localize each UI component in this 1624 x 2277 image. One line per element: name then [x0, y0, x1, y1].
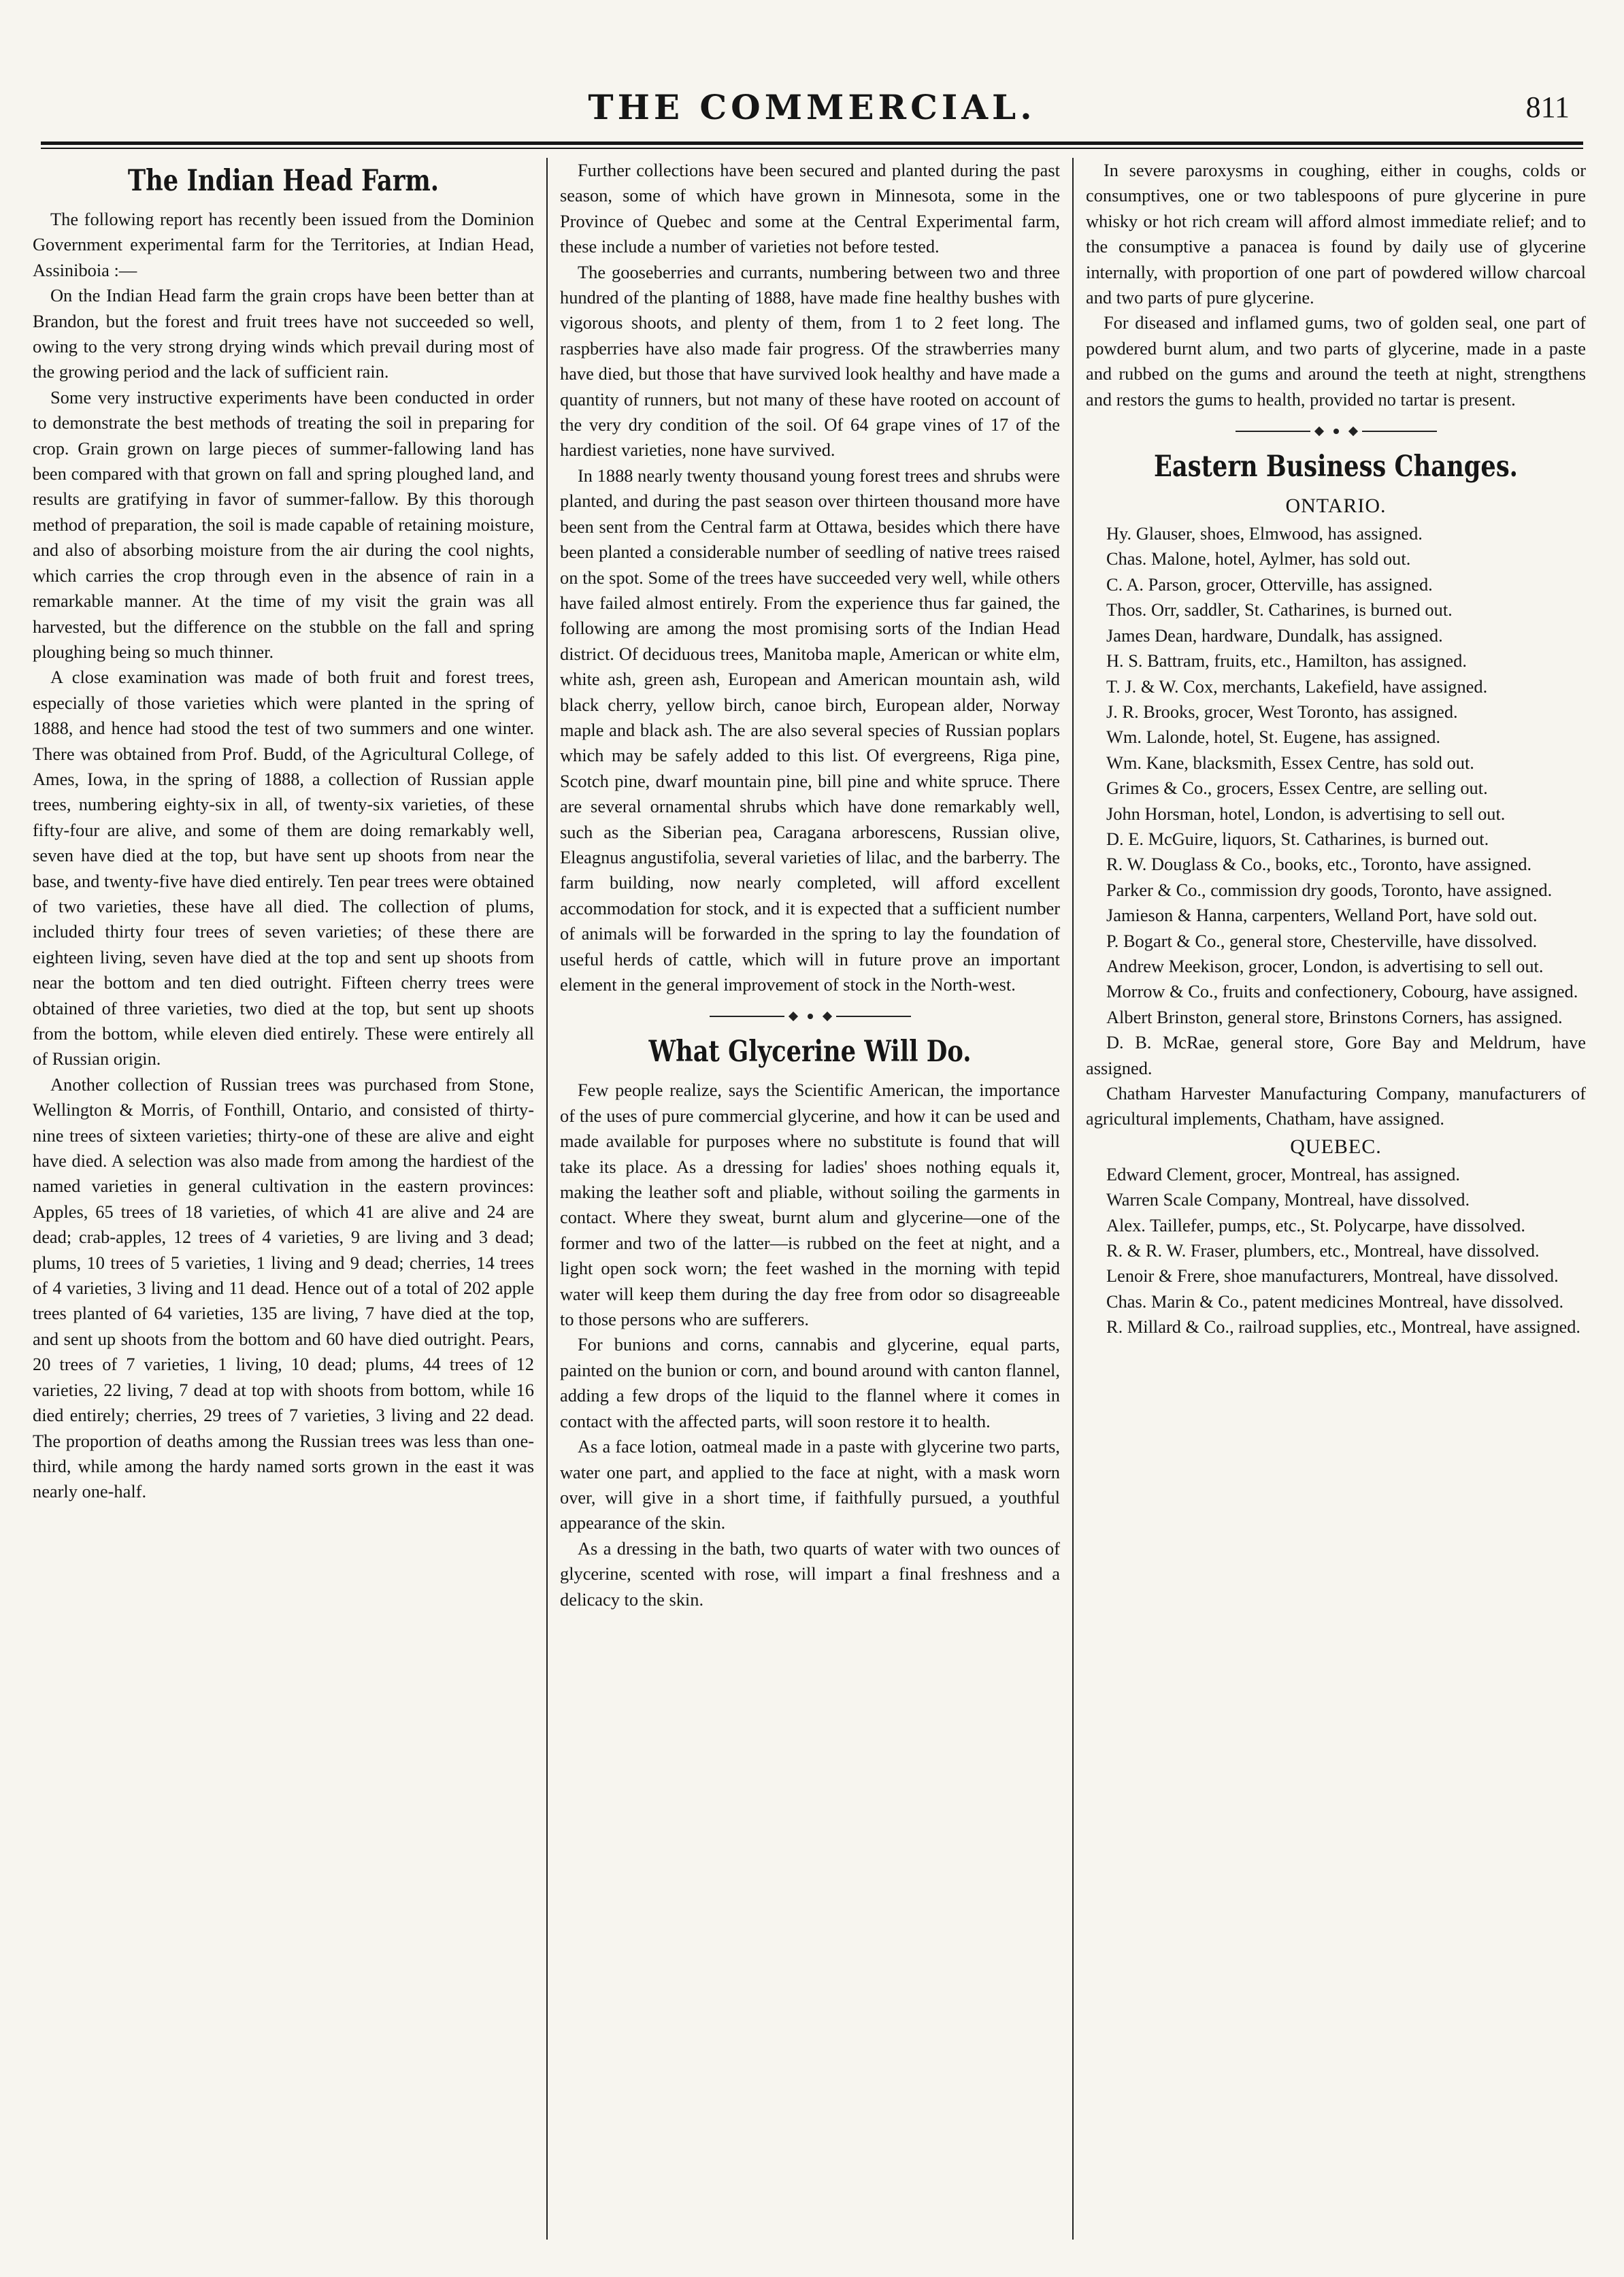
paragraph: The gooseberries and currants, numbering between two and three hundred of the planting of 1888, have made fine healthy bushes with vigorous shoots, and plenty of them, from 1 to 2 feet long. The raspberries have also made fair progress. Of the strawberries many have died, but those that have survived look healthy and have made a quantity of runners, but not many of these have rooted on account of the very dry condition of the soil. Of 64 grape vines of 17 of the hardiest varieties, none have survived. — [560, 261, 1060, 461]
section-divider — [1086, 425, 1586, 438]
columns — [20, 158, 1599, 2240]
business-change-item: James Dean, hardware, Dundalk, has assigned. — [1106, 625, 1443, 646]
business-change-item: D. B. McRae, general store, Gore Bay and Meldrum, have assigned. — [1086, 1032, 1586, 1078]
business-change-item: Chatham Harvester Manufacturing Company, manufacturers of agricultural implements, Chatham, have assigned. — [1086, 1083, 1586, 1129]
heading-quebec: QUEBEC. — [1290, 1135, 1382, 1158]
business-change-item: D. E. McGuire, liquors, St. Catharines, is burned out. — [1106, 828, 1489, 849]
paragraph: Another collection of Russian trees was purchased from Stone, Wellington & Morris, of Fonthill, Ontario, and consisted of thirty-nine trees of sixteen varieties; thirty-one of these are alive and eight have died. A selection was also made from among the hardiest of the named varieties in general cultivation in the eastern provinces: Apples, 65 trees of 18 varieties, of which 41 are alive and 24 are dead; crab-apples, 12 trees of 4 varieties, 9 are living and 3 dead; plums, 10 trees of 5 varieties, 1 living and 9 dead; cherries, 14 trees of 4 varieties, 3 living and 11 dead. Hence out of a total of 202 apple trees planted of 64 varieties, 135 are living, 7 have died at the top, and sent up shoots from the bottom and 60 have died outright. Pears, 20 trees of 7 varieties, 1 living, 10 dead; plums, 44 trees of 12 varieties, 22 living, 7 dead at top with shoots from bottom, while 16 died entirely; cherries, 29 trees of 7 varieties, 3 living and 22 dead. The proportion of deaths among the Russian trees was less than one-third, while among the hardy named sorts grown in the east it was nearly one-half. — [33, 1074, 534, 1502]
business-change-item: Lenoir & Frere, shoe manufacturers, Montreal, have dissolved. — [1106, 1265, 1559, 1286]
business-change-item: R. W. Douglass & Co., books, etc., Toronto, have assigned. — [1106, 854, 1532, 875]
divider-dot — [1333, 429, 1339, 434]
headline-business-changes: Eastern Business Changes. — [1154, 450, 1518, 484]
headline-indian-head-farm: The Indian Head Farm. — [127, 164, 440, 198]
paragraph: For bunions and corns, cannabis and glycerine, equal parts, painted on the bunion or corn, and bound around with canton flannel, adding a few drops of the liquid to the flannel where it comes in contact with the affected parts, will soon restore it to health. — [560, 1334, 1060, 1431]
business-change-item: Thos. Orr, saddler, St. Catharines, is burned out. — [1106, 599, 1453, 620]
business-change-item: R. Millard & Co., railroad supplies, etc., Montreal, have assigned. — [1106, 1316, 1581, 1337]
divider-diamond — [1348, 427, 1357, 436]
divider-line — [836, 1016, 911, 1017]
business-change-item: Morrow & Co., fruits and confectionery, Cobourg, have assigned. — [1106, 981, 1578, 1002]
paragraph: A close examination was made of both fruit and forest trees, especially of those varieties which were planted in the spring of 1888, and hence had stood the test of two summers and one winter. There was obtained from Prof. Budd, of the Agricultural College, of Ames, Iowa, in the spring of 1888, a collection of Russian apple trees, numbering eighty-six in all, of twenty-six varieties, of these fifty-four are alive, and some of them are doing remarkably well, seven have died at the top, but have sent up shoots from near the base, and twenty-five have died entirely. Ten pear trees were obtained of two varieties, these have all died. The collection of plums, included thirty four trees of seven varieties; of these there are eighteen living, seven have died at the top and sent up shoots from near the bottom and ten died outright. Fifteen cherry trees were obtained of three varieties, two died at the top, but sent up shoots from the bottom, while eleven died entirely. These were entirely all of Russian origin. — [33, 667, 534, 1069]
paragraph: On the Indian Head farm the grain crops have been better than at Brandon, but the forest and fruit trees have not succeeded so well, owing to the very strong drying winds which prevail during most of the growing period and the lack of sufficient rain. — [33, 285, 534, 382]
heading-ontario: ONTARIO. — [1285, 495, 1387, 518]
business-change-item: Hy. Glauser, shoes, Elmwood, has assigned. — [1106, 523, 1423, 544]
business-change-item: Andrew Meekison, grocer, London, is advertising to sell out. — [1106, 955, 1544, 976]
ontario-list — [1086, 521, 1586, 1132]
masthead-rule — [41, 142, 1583, 149]
business-change-item: R. & R. W. Fraser, plumbers, etc., Montreal, have dissolved. — [1106, 1240, 1540, 1261]
divider-diamond — [822, 1012, 831, 1021]
business-change-item: Alex. Taillefer, pumps, etc., St. Polycarpe, have dissolved. — [1106, 1214, 1525, 1235]
paragraph: As a face lotion, oatmeal made in a paste with glycerine two parts, water one part, and applied to the face at night, with a mask worn over, will give in a short time, if faithfully pursued, a youthful appearance of the skin. — [560, 1436, 1060, 1533]
column-1 — [20, 158, 546, 2240]
headline-glycerine: What Glycerine Will Do. — [648, 1035, 972, 1069]
paragraph: Some very instructive experiments have been conducted in order to demonstrate the best methods of treating the soil in preparing for crop. Grain grown on large pieces of summer-fallowing land has been compared with that grown on fall and spring ploughed land, and results are gratifying in favor of summer-fallow. By this thorough method of preparation, the soil is made capable of retaining moisture, and also of absorbing moisture from the air during the cool nights, which carries the crop through even in the absence of rain in a remarkable manner. At the time of my visit the grain was all harvested, but the difference on the stubble on the fall and spring ploughing being so much thinner. — [33, 386, 534, 662]
business-change-item: Warren Scale Company, Montreal, have dissolved. — [1106, 1189, 1470, 1210]
business-change-item: C. A. Parson, grocer, Otterville, has assigned. — [1106, 574, 1433, 595]
column-3 — [1072, 158, 1598, 2240]
section-divider — [560, 1010, 1060, 1023]
paragraph: In severe paroxysms in coughing, either in coughs, colds or consumptives, one or two tablespoons of pure glycerine in pure whisky or hot rich cream will afford almost immediate relief; and to the consumptive a panacea is found by daily use of glycerine internally, with proportion of one part of powdered willow charcoal and two parts of pure glycerine. — [1086, 160, 1586, 308]
paragraph: In 1888 nearly twenty thousand young forest trees and shrubs were planted, and during the past season over thirteen thousand more have been sent from the Central farm at Ottawa, besides which there have been planted a considerable number of seedling of native trees raised on the spot. Some of the trees have succeeded very well, while others have failed almost entirely. From the experience thus far gained, the following are among the most promising sorts of the Indian Head district. Of deciduous trees, Manitoba maple, American or white elm, white ash, green ash, European and American mountain ash, wild black cherry, yellow birch, canoe birch, European alder, Norway maple and black ash. The are also several species of Russian poplars which may be safely added to this list. Of evergreens, Riga pine, Scotch pine, dwarf mountain pine, bill pine and white spruce. There are several ornamental shrubs which have done remarkably well, such as the Siberian pea, Caragana arborescens, Russian olive, Eleagnus angustifolia, several varieties of lilac, and the barberry. The farm building, now nearly completed, will afford excellent accommodation for stock, and it is expected that a sufficient number of animals will be forwarded in the spring to lay the foundation of useful herds of cattle, which will in future prove an important element in the general improvement of stock in the North-west. — [560, 465, 1060, 995]
business-change-item: Parker & Co., commission dry goods, Toronto, have assigned. — [1106, 879, 1553, 900]
paragraph: As a dressing in the bath, two quarts of water with two ounces of glycerine, scented with rose, will impart a final freshness and a delicacy to the skin. — [560, 1538, 1060, 1610]
business-change-item: Grimes & Co., grocers, Essex Centre, are selling out. — [1106, 778, 1488, 799]
divider-line — [1236, 431, 1310, 432]
business-change-item: P. Bogart & Co., general store, Chesterville, have dissolved. — [1106, 930, 1538, 951]
masthead — [41, 82, 1583, 140]
business-change-item: Chas. Malone, hotel, Aylmer, has sold out. — [1106, 548, 1411, 569]
business-change-item: H. S. Battram, fruits, etc., Hamilton, has assigned. — [1106, 650, 1467, 671]
business-change-item: Wm. Kane, blacksmith, Essex Centre, has sold out. — [1106, 752, 1474, 773]
business-change-item: John Horsman, hotel, London, is advertising to sell out. — [1106, 803, 1506, 824]
business-change-item: T. J. & W. Cox, merchants, Lakefield, have assigned. — [1106, 676, 1488, 697]
business-change-item: Chas. Marin & Co., patent medicines Montreal, have dissolved. — [1106, 1291, 1564, 1312]
paragraph: The following report has recently been issued from the Dominion Government experimental farm for the Territories, at Indian Head, Assiniboia :— — [33, 209, 534, 280]
paragraph: Few people realize, says the Scientific American, the importance of the uses of pure commercial glycerine, and how it can be used and made available for purposes where no substitute is found that will take its place. As a dressing for ladies' shoes nothing equals it, making the leather soft and pliable, without soiling the garments in contact. Where they sweat, burnt alum and glycerine—one of the former and two of the latter—is rubbed on the feet at night, and a light open sock worn; the feet washed in the morning with tepid water will keep them during the day free from odor so disagreeable to those persons who are sufferers. — [560, 1080, 1060, 1330]
divider-diamond — [1314, 427, 1323, 436]
page-number: 811 — [1525, 90, 1570, 124]
column-2 — [546, 158, 1072, 2240]
paragraph: Further collections have been secured and planted during the past season, some of which have grown in Minnesota, some in the Province of Quebec and some at the Central Experimental farm, these include a number of varieties not before tested. — [560, 160, 1060, 257]
masthead-title: THE COMMERCIAL. — [588, 87, 1036, 127]
divider-line — [710, 1016, 784, 1017]
divider-dot — [808, 1014, 813, 1019]
business-change-item: Albert Brinston, general store, Brinstons Corners, has assigned. — [1106, 1006, 1563, 1027]
paragraph: For diseased and inflamed gums, two of golden seal, one part of powdered burnt alum, and two parts of glycerine, made in a paste and rubbed on the gums and around the teeth at night, strengthens and restors the gums to health, provided no tartar is present. — [1086, 312, 1586, 410]
divider-diamond — [788, 1012, 797, 1021]
divider-line — [1362, 431, 1437, 432]
business-change-item: Edward Clement, grocer, Montreal, has assigned. — [1106, 1163, 1461, 1184]
quebec-list — [1086, 1162, 1586, 1340]
business-change-item: J. R. Brooks, grocer, West Toronto, has assigned. — [1106, 701, 1458, 722]
business-change-item: Wm. Lalonde, hotel, St. Eugene, has assigned. — [1106, 727, 1441, 748]
business-change-item: Jamieson & Hanna, carpenters, Welland Port, have sold out. — [1106, 905, 1538, 926]
